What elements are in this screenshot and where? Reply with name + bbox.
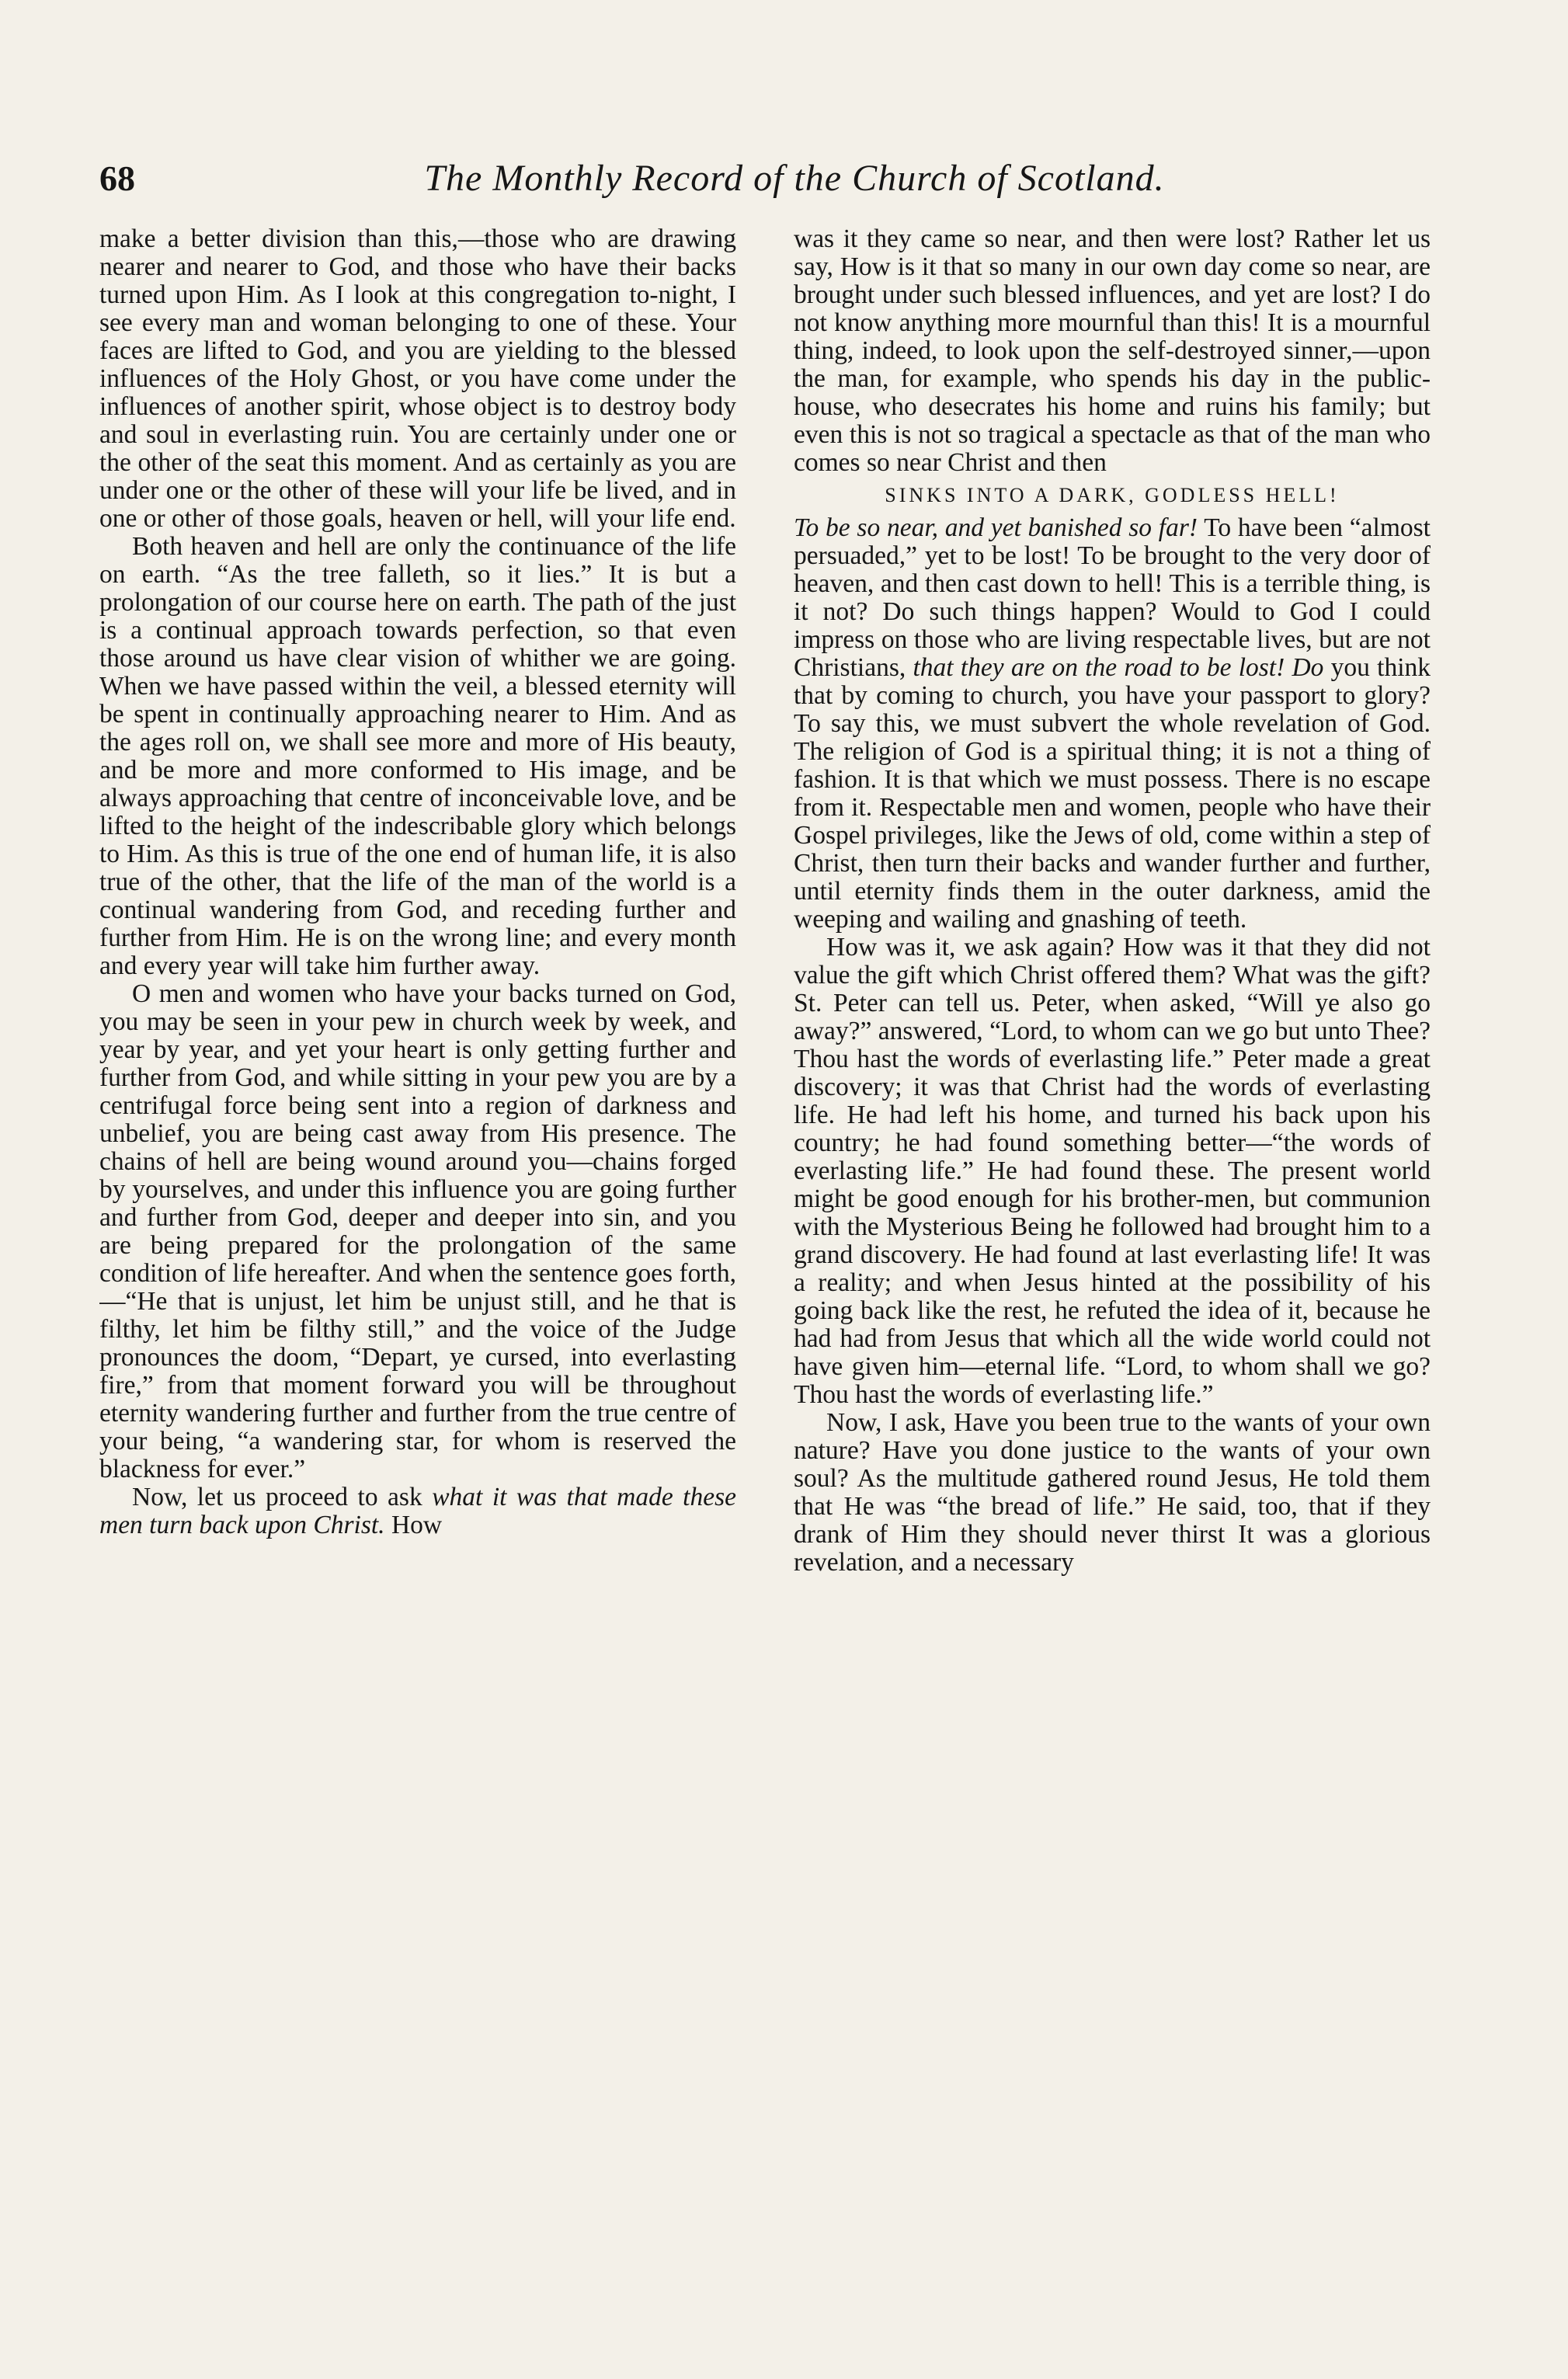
- paragraph: O men and women who have your backs turned on God, you may be seen in your pew in church week by week, and year by year, and yet your heart is only getting further and further from God, and while sitting in your pew you are by a centrifugal force being sent into a region of darkness and unbelief, you are being cast away from His presence. The chains of hell are being wound around you—chains forged by yourselves, and under this influence you are going further and further from God, deeper and deeper into sin, and you are being prepared for the prolongation of the same condition of life hereafter. And when the sentence goes forth, —“He that is unjust, let him be unjust still, and he that is filthy, let him be filthy still,” and the voice of the Judge pronounces the doom, “Depart, ye cursed, into everlasting fire,” from that moment forward you will be throughout eternity wandering further and further from the true centre of your being, “a wandering star, for whom is reserved the blackness for ever.”: [99, 979, 736, 1483]
- paragraph: was it they came so near, and then were lost? Rather let us say, How is it that so many in our own day come so near, are brought under such blessed influences, and yet are lost? I do not know anything more mournful than this! It is a mournful thing, indeed, to look upon the self-destroyed sinner,—upon the man, for example, who spends his day in the public-house, who desecrates his home and ruins his family; but even this is not so tragical a spectacle as that of the man who comes so near Christ and then: [794, 225, 1431, 477]
- paragraph: Now, I ask, Have you been true to the wants of your own nature? Have you done justice to the wants of your own soul? As the multitude gathered round Jesus, He told them that He was “the bread of life.” He said, too, that if they drank of Him they should never thirst It was a glorious revelation, and a necessary: [794, 1408, 1431, 1577]
- paragraph: How was it, we ask again? How was it that they did not value the gift which Christ offered them? What was the gift? St. Peter can tell us. Peter, when asked, “Will ye also go away?” answered, “Lord, to whom can we go but unto Thee? Thou hast the words of everlasting life.” Peter made a great discovery; it was that Christ had the words of everlasting life. He had left his home, and turned his back upon his country; he had found something better—“the words of everlasting life.” He had found these. The present world might be good enough for his brother-men, but communion with the Mysterious Being he followed had brought him to a grand discovery. He had found at last everlasting life! It was a reality; and when Jesus hinted at the possibility of his going back like the rest, he refuted the idea of it, because he had had from Jesus that which all the wide world could not have given him—eternal life. “Lord, to whom shall we go? Thou hast the words of everlasting life.”: [794, 933, 1431, 1409]
- paragraph: [794, 514, 1431, 934]
- italic-phrase: that they are on the road to be lost! Do: [913, 653, 1324, 682]
- page-number: 68: [99, 158, 135, 198]
- section-subhead: SINKS INTO A DARK, GODLESS HELL!: [885, 484, 1340, 506]
- italic-phrase: To be so near, and yet banished so far!: [794, 513, 1198, 542]
- paragraph-text: How: [384, 1511, 443, 1539]
- paragraph: Both heaven and hell are only the continuance of the life on earth. “As the tree falleth, so it lies.” It is but a prolongation of our course here on earth. The path of the just is a continual approach towards perfection, so that even those around us have clear vision of whither we are going. When we have passed within the veil, a blessed eternity will be spent in continually approaching nearer to Him. And as the ages roll on, we shall see more and more of His beauty, and be more and more conformed to His image, and be always approaching that centre of inconceivable love, and be lifted to the height of the indescribable glory which belongs to Him. As this is true of the one end of human life, it is also true of the other, that the life of the man of the world is a continual wandering from God, and receding further and further from Him. He is on the wrong line; and every month and every year will take him further away.: [99, 532, 736, 980]
- paragraph: [99, 1483, 736, 1539]
- left-column: [99, 225, 736, 2214]
- italic-question: what it was that made these men turn back upon Christ.: [99, 1483, 736, 1539]
- running-head: [99, 155, 1493, 210]
- journal-title: The Monthly Record of the Church of Scotland.: [424, 158, 1165, 199]
- paragraph-text: To have been “almost persuaded,” yet to be lost! To be brought to the very door of heaven, and then cast down to hell! This is a terrible thing, is it not? Do such things happen? Would to God I could impress on those who are living respectable lives, but are not Christians,: [794, 513, 1431, 682]
- paragraph-text: you think that by coming to church, you have your passport to glory? To say this, we must subvert the whole revelation of God. The religion of God is a spiritual thing; it is not a thing of fashion. It is that which we must possess. There is no escape from it. Respectable men and women, people who have their Gospel privileges, like the Jews of old, come within a step of Christ, then turn their backs and wander further and further, until eternity finds them in the outer darkness, amid the weeping and wailing and gnashing of teeth.: [794, 653, 1431, 934]
- paragraph-text: Now, let us proceed to ask: [132, 1483, 433, 1511]
- right-column: [794, 225, 1431, 2214]
- paragraph: make a better division than this,—those who are drawing nearer and nearer to God, and those who have their backs turned upon Him. As I look at this congregation to-night, I see every man and woman belonging to one of these. Your faces are lifted to God, and you are yielding to the blessed influences of the Holy Ghost, or you have come under the influences of another spirit, whose object is to destroy body and soul in everlasting ruin. You are certainly under one or the other of the seat this moment. And as certainly as you are under one or the other of these will your life be lived, and in one or other of those goals, heaven or hell, will your life end.: [99, 225, 736, 533]
